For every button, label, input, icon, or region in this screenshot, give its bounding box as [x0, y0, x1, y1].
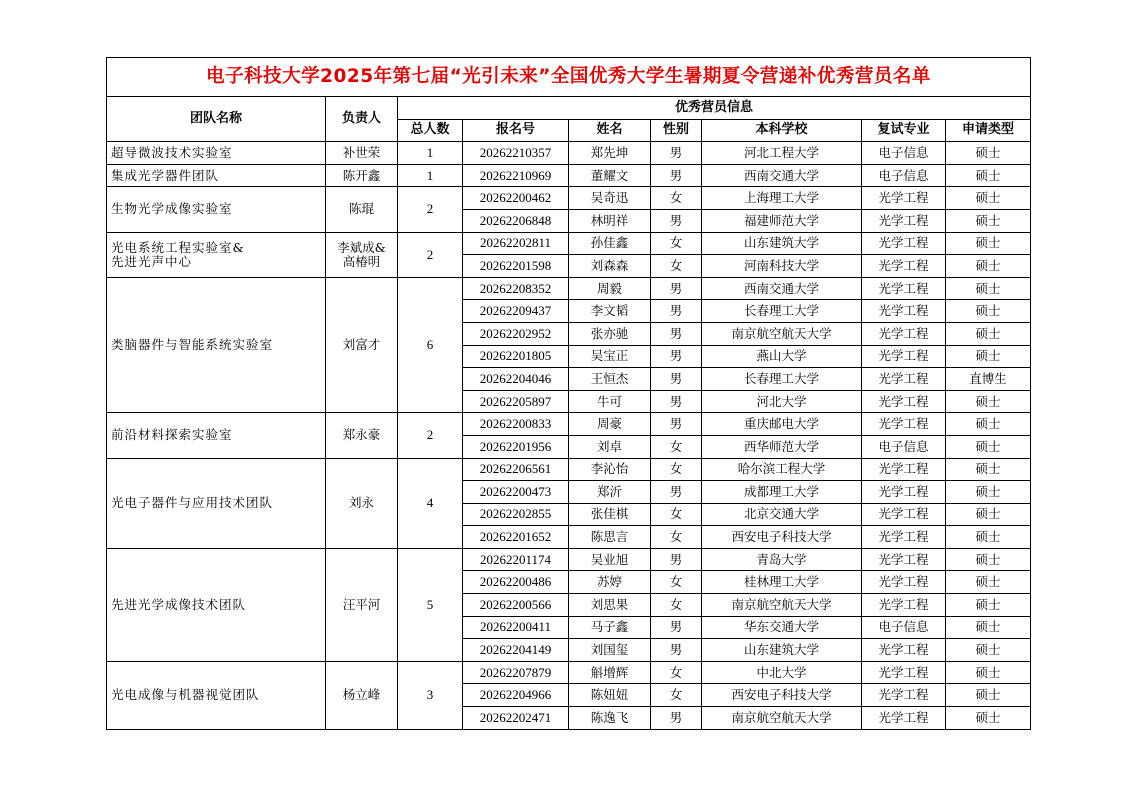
reg-number-cell: 20262200411	[463, 616, 569, 639]
team-name-line: 类脑器件与智能系统实验室	[111, 337, 274, 353]
reg-number-cell: 20262201956	[463, 435, 569, 458]
application-type-cell: 硕士	[946, 345, 1031, 368]
gender-cell: 男	[651, 616, 702, 639]
header-row-1	[107, 97, 1031, 120]
header-info-group: 优秀营员信息	[398, 97, 1031, 120]
gender-cell: 男	[651, 481, 702, 504]
leader-cell	[326, 661, 398, 729]
team-name-cell	[107, 187, 326, 232]
school-cell: 华东交通大学	[702, 616, 862, 639]
team-name-line: 超导微波技术实验室	[111, 144, 233, 160]
application-type-cell: 硕士	[946, 187, 1031, 210]
leader-name-line: 刘永	[348, 495, 374, 511]
gender-cell: 男	[651, 707, 702, 730]
reg-number-cell: 20262202952	[463, 322, 569, 345]
reg-number-cell: 20262201174	[463, 548, 569, 571]
reg-number-cell: 20262202855	[463, 503, 569, 526]
reg-number-cell: 20262201598	[463, 255, 569, 278]
school-cell: 河北工程大学	[702, 142, 862, 165]
reg-number-cell: 20262204966	[463, 684, 569, 707]
reg-number-cell: 20262201805	[463, 345, 569, 368]
gender-cell: 女	[651, 526, 702, 549]
leader-name-line: 李斌成&	[337, 239, 386, 255]
student-name-cell: 吴宝正	[569, 345, 651, 368]
student-name-cell: 牛可	[569, 390, 651, 413]
leader-name-line: 高椿明	[342, 253, 381, 269]
major-cell: 光学工程	[862, 232, 946, 255]
major-cell: 光学工程	[862, 300, 946, 323]
gender-cell: 男	[651, 413, 702, 436]
table-row	[107, 277, 1031, 300]
application-type-cell: 硕士	[946, 661, 1031, 684]
student-name-cell: 李沁怡	[569, 458, 651, 481]
application-type-cell: 硕士	[946, 164, 1031, 187]
gender-cell: 男	[651, 277, 702, 300]
student-name-cell: 陈思言	[569, 526, 651, 549]
major-cell: 电子信息	[862, 142, 946, 165]
major-cell: 光学工程	[862, 345, 946, 368]
total-count-cell: 2	[398, 232, 463, 277]
student-name-cell: 孙佳鑫	[569, 232, 651, 255]
header-team: 团队名称	[107, 97, 326, 142]
student-name-cell: 吴业旭	[569, 548, 651, 571]
school-cell: 重庆邮电大学	[702, 413, 862, 436]
gender-cell: 男	[651, 322, 702, 345]
page-title: 电子科技大学2025年第七届“光引未来”全国优秀大学生暑期夏令营递补优秀营员名单	[107, 58, 1031, 97]
team-name-cell	[107, 548, 326, 661]
header-major: 复试专业	[862, 119, 946, 142]
reg-number-cell: 20262200473	[463, 481, 569, 504]
school-cell: 哈尔滨工程大学	[702, 458, 862, 481]
student-name-cell: 陈妞妞	[569, 684, 651, 707]
application-type-cell: 硕士	[946, 255, 1031, 278]
header-name: 姓名	[569, 119, 651, 142]
gender-cell: 女	[651, 684, 702, 707]
school-cell: 西华师范大学	[702, 435, 862, 458]
team-name-line: 前沿材料探索实验室	[111, 427, 233, 443]
major-cell: 光学工程	[862, 277, 946, 300]
student-name-cell: 周豪	[569, 413, 651, 436]
header-reg-no: 报名号	[463, 119, 569, 142]
header-gender: 性别	[651, 119, 702, 142]
school-cell: 山东建筑大学	[702, 232, 862, 255]
leader-name-line: 陈琨	[348, 201, 374, 217]
application-type-cell: 硕士	[946, 639, 1031, 662]
application-type-cell: 硕士	[946, 594, 1031, 617]
total-count-cell: 5	[398, 548, 463, 661]
reg-number-cell: 20262201652	[463, 526, 569, 549]
major-cell: 光学工程	[862, 187, 946, 210]
team-name-line: 光电成像与机器视觉团队	[111, 687, 260, 703]
team-name-cell	[107, 661, 326, 729]
gender-cell: 男	[651, 142, 702, 165]
major-cell: 光学工程	[862, 594, 946, 617]
student-name-cell: 郑沂	[569, 481, 651, 504]
major-cell: 光学工程	[862, 322, 946, 345]
student-name-cell: 董耀文	[569, 164, 651, 187]
gender-cell: 男	[651, 300, 702, 323]
gender-cell: 男	[651, 639, 702, 662]
student-name-cell: 苏婷	[569, 571, 651, 594]
major-cell: 光学工程	[862, 503, 946, 526]
reg-number-cell: 20262200486	[463, 571, 569, 594]
table-row	[107, 458, 1031, 481]
application-type-cell: 硕士	[946, 481, 1031, 504]
student-name-cell: 吴奇迅	[569, 187, 651, 210]
team-name-line: 先进光声中心	[111, 253, 193, 269]
reg-number-cell: 20262200833	[463, 413, 569, 436]
application-type-cell: 硕士	[946, 616, 1031, 639]
team-name-cell	[107, 232, 326, 277]
leader-name-line: 刘富才	[342, 337, 381, 353]
roster-body	[107, 142, 1031, 729]
reg-number-cell: 20262204149	[463, 639, 569, 662]
gender-cell: 女	[651, 187, 702, 210]
leader-cell	[326, 142, 398, 165]
major-cell: 光学工程	[862, 413, 946, 436]
major-cell: 光学工程	[862, 255, 946, 278]
table-row	[107, 232, 1031, 255]
student-name-cell: 林明祥	[569, 209, 651, 232]
student-name-cell: 马子鑫	[569, 616, 651, 639]
reg-number-cell: 20262208352	[463, 277, 569, 300]
major-cell: 光学工程	[862, 548, 946, 571]
team-name-cell	[107, 164, 326, 187]
application-type-cell: 硕士	[946, 684, 1031, 707]
header-leader: 负责人	[326, 97, 398, 142]
application-type-cell: 硕士	[946, 707, 1031, 730]
application-type-cell: 硕士	[946, 277, 1031, 300]
school-cell: 福建师范大学	[702, 209, 862, 232]
major-cell: 光学工程	[862, 209, 946, 232]
major-cell: 光学工程	[862, 571, 946, 594]
leader-cell	[326, 187, 398, 232]
school-cell: 桂林理工大学	[702, 571, 862, 594]
student-name-cell: 斛增辉	[569, 661, 651, 684]
leader-cell	[326, 458, 398, 548]
gender-cell: 男	[651, 164, 702, 187]
school-cell: 成都理工大学	[702, 481, 862, 504]
table-row	[107, 164, 1031, 187]
application-type-cell: 硕士	[946, 322, 1031, 345]
team-name-cell	[107, 277, 326, 413]
leader-cell	[326, 164, 398, 187]
major-cell: 电子信息	[862, 164, 946, 187]
major-cell: 光学工程	[862, 458, 946, 481]
leader-name-line: 汪平河	[342, 596, 381, 612]
application-type-cell: 硕士	[946, 232, 1031, 255]
school-cell: 西安电子科技大学	[702, 526, 862, 549]
major-cell: 光学工程	[862, 526, 946, 549]
application-type-cell: 硕士	[946, 548, 1031, 571]
reg-number-cell: 20262207879	[463, 661, 569, 684]
leader-cell	[326, 277, 398, 413]
school-cell: 西南交通大学	[702, 277, 862, 300]
leader-cell	[326, 413, 398, 458]
header-school: 本科学校	[702, 119, 862, 142]
leader-cell	[326, 232, 398, 277]
school-cell: 长春理工大学	[702, 300, 862, 323]
application-type-cell: 硕士	[946, 413, 1031, 436]
gender-cell: 女	[651, 435, 702, 458]
major-cell: 光学工程	[862, 707, 946, 730]
table-row	[107, 548, 1031, 571]
reg-number-cell: 20262209437	[463, 300, 569, 323]
student-name-cell: 刘国玺	[569, 639, 651, 662]
school-cell: 西安电子科技大学	[702, 684, 862, 707]
total-count-cell: 1	[398, 164, 463, 187]
reg-number-cell: 20262204046	[463, 368, 569, 391]
table-row	[107, 413, 1031, 436]
application-type-cell: 硕士	[946, 300, 1031, 323]
application-type-cell: 直博生	[946, 368, 1031, 391]
application-type-cell: 硕士	[946, 526, 1031, 549]
student-name-cell: 周毅	[569, 277, 651, 300]
total-count-cell: 2	[398, 187, 463, 232]
school-cell: 河南科技大学	[702, 255, 862, 278]
school-cell: 河北大学	[702, 390, 862, 413]
header-type: 申请类型	[946, 119, 1031, 142]
application-type-cell: 硕士	[946, 209, 1031, 232]
team-name-cell	[107, 413, 326, 458]
team-name-cell	[107, 458, 326, 548]
application-type-cell: 硕士	[946, 571, 1031, 594]
school-cell: 青岛大学	[702, 548, 862, 571]
leader-name-line: 补世荣	[342, 144, 381, 160]
major-cell: 光学工程	[862, 481, 946, 504]
gender-cell: 女	[651, 255, 702, 278]
major-cell: 光学工程	[862, 661, 946, 684]
school-cell: 燕山大学	[702, 345, 862, 368]
reg-number-cell: 20262206561	[463, 458, 569, 481]
table-row	[107, 661, 1031, 684]
gender-cell: 女	[651, 571, 702, 594]
major-cell: 电子信息	[862, 616, 946, 639]
table-row	[107, 187, 1031, 210]
major-cell: 光学工程	[862, 368, 946, 391]
team-name-line: 集成光学器件团队	[111, 167, 220, 183]
application-type-cell: 硕士	[946, 435, 1031, 458]
application-type-cell: 硕士	[946, 458, 1031, 481]
leader-name-line: 陈开鑫	[342, 167, 381, 183]
team-name-line: 先进光学成像技术团队	[111, 596, 247, 612]
reg-number-cell: 20262202471	[463, 707, 569, 730]
gender-cell: 女	[651, 458, 702, 481]
school-cell: 西南交通大学	[702, 164, 862, 187]
reg-number-cell: 20262206848	[463, 209, 569, 232]
team-name-line: 光电系统工程实验室&	[111, 239, 245, 255]
reg-number-cell: 20262210357	[463, 142, 569, 165]
school-cell: 山东建筑大学	[702, 639, 862, 662]
student-name-cell: 张亦驰	[569, 322, 651, 345]
student-name-cell: 张佳棋	[569, 503, 651, 526]
roster-table	[106, 57, 1031, 730]
school-cell: 南京航空航天大学	[702, 594, 862, 617]
roster-sheet	[106, 57, 1030, 730]
gender-cell: 男	[651, 209, 702, 232]
student-name-cell: 王恒杰	[569, 368, 651, 391]
gender-cell: 女	[651, 594, 702, 617]
reg-number-cell: 20262205897	[463, 390, 569, 413]
school-cell: 南京航空航天大学	[702, 707, 862, 730]
student-name-cell: 陈逸飞	[569, 707, 651, 730]
reg-number-cell: 20262200566	[463, 594, 569, 617]
major-cell: 光学工程	[862, 639, 946, 662]
total-count-cell: 6	[398, 277, 463, 413]
student-name-cell: 刘思果	[569, 594, 651, 617]
school-cell: 南京航空航天大学	[702, 322, 862, 345]
student-name-cell: 刘卓	[569, 435, 651, 458]
school-cell: 长春理工大学	[702, 368, 862, 391]
table-row	[107, 142, 1031, 165]
application-type-cell: 硕士	[946, 390, 1031, 413]
student-name-cell: 郑先坤	[569, 142, 651, 165]
reg-number-cell: 20262210969	[463, 164, 569, 187]
leader-name-line: 郑永豪	[342, 427, 381, 443]
student-name-cell: 李文韬	[569, 300, 651, 323]
team-name-line: 生物光学成像实验室	[111, 201, 233, 217]
application-type-cell: 硕士	[946, 503, 1031, 526]
leader-cell	[326, 548, 398, 661]
gender-cell: 女	[651, 232, 702, 255]
team-name-line: 光电子器件与应用技术团队	[111, 495, 274, 511]
major-cell: 光学工程	[862, 390, 946, 413]
gender-cell: 男	[651, 368, 702, 391]
title-row	[107, 58, 1031, 97]
major-cell: 电子信息	[862, 435, 946, 458]
reg-number-cell: 20262200462	[463, 187, 569, 210]
gender-cell: 男	[651, 345, 702, 368]
student-name-cell: 刘森森	[569, 255, 651, 278]
gender-cell: 女	[651, 503, 702, 526]
total-count-cell: 3	[398, 661, 463, 729]
total-count-cell: 1	[398, 142, 463, 165]
total-count-cell: 2	[398, 413, 463, 458]
major-cell: 光学工程	[862, 684, 946, 707]
reg-number-cell: 20262202811	[463, 232, 569, 255]
application-type-cell: 硕士	[946, 142, 1031, 165]
school-cell: 中北大学	[702, 661, 862, 684]
school-cell: 北京交通大学	[702, 503, 862, 526]
leader-name-line: 杨立峰	[342, 687, 381, 703]
header-total: 总人数	[398, 119, 463, 142]
gender-cell: 男	[651, 548, 702, 571]
gender-cell: 女	[651, 661, 702, 684]
team-name-cell	[107, 142, 326, 165]
total-count-cell: 4	[398, 458, 463, 548]
school-cell: 上海理工大学	[702, 187, 862, 210]
gender-cell: 男	[651, 390, 702, 413]
